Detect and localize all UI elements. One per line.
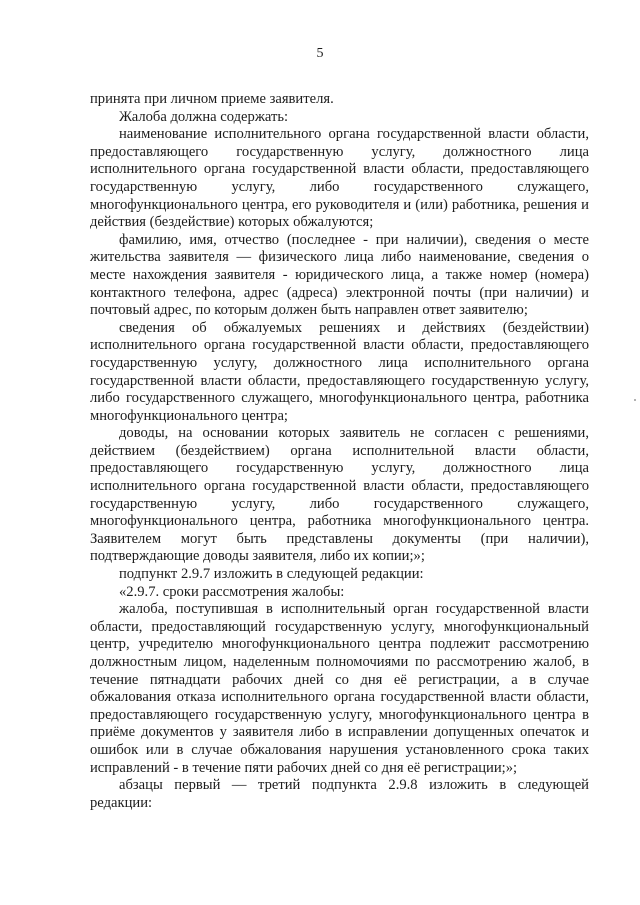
paragraph-appealed-decisions: сведения об обжалуемых решениях и действиях (бездействии) исполнительного органа государственной власти области, предоставляющего государственную услугу, должностного лица исполнительного органа государственной власти области, предоставляющего государственную услугу, либо государственного служащего, многофункционального центра, работника многофункционального центра; <box>90 319 589 424</box>
scan-margin-mark <box>634 399 636 401</box>
paragraph-continuation: принята при личном приеме заявителя. <box>90 91 334 107</box>
paragraph-subclause-2-9-8-intro: абзацы первый — третий подпункта 2.9.8 изложить в следующей редакции: <box>90 777 589 811</box>
paragraph-arguments: доводы, на основании которых заявитель не согласен с решениями, действием (бездействием) органа исполнительной власти области, предоставляющего государственную услугу, должностного лица исполнительного органа государственной власти области, предоставляющего государственную услугу, либо государственного служащего, многофункционального центра, работника многофункционального центра. Заявителем могут быть представлены документы (при наличии), подтверждающие доводы заявителя, либо их копии;»; <box>90 425 589 565</box>
paragraph-complaint-contents-intro: Жалоба должна содержать: <box>119 108 289 125</box>
paragraph-subclause-2-9-7-intro: подпункт 2.9.7 изложить в следующей редакции: <box>119 566 424 583</box>
page-number: 5 <box>316 46 324 61</box>
paragraph-subclause-2-9-7-title: «2.9.7. сроки рассмотрения жалобы: <box>119 583 345 600</box>
paragraph-review-terms: жалоба, поступившая в исполнительный орган государственной власти области, предоставляющий государственную услугу, многофункциональный центр, учредителю многофункционального центра подлежит рассмотрению должностным лицом, наделенным полномочиями по рассмотрению жалоб, в течение пятнадцати рабочих дней со дня её регистрации, а в случае обжалования отказа исполнительного органа государственной власти области, предоставляющего государственную услугу, многофункционального центра в приёме документов у заявителя либо в исправлении допущенных опечаток и ошибок или в случае обжалования нарушения установленного срока таких исправлений - в течение пяти рабочих дней со дня её регистрации;»; <box>90 601 589 776</box>
paragraph-applicant-details: фамилию, имя, отчество (последнее - при наличии), сведения о месте жительства заявителя — физического лица либо наименование, сведения о месте нахождения заявителя - юридического лица, а также номер (номера) контактного телефона, адрес (адреса) электронной почты (при наличии) и почтовый адрес, по которым должен быть направлен ответ заявителю; <box>90 231 589 319</box>
paragraph-authority-name: наименование исполнительного органа государственной власти области, предоставляющего государственную услугу, должностного лица исполнительного органа государственной власти области, предоставляющего государственную услугу, либо государственного служащего, многофункционального центра, его руководителя и (или) работника, решения и действия (бездействие) которых обжалуются; <box>90 126 589 231</box>
document-body <box>90 91 589 812</box>
